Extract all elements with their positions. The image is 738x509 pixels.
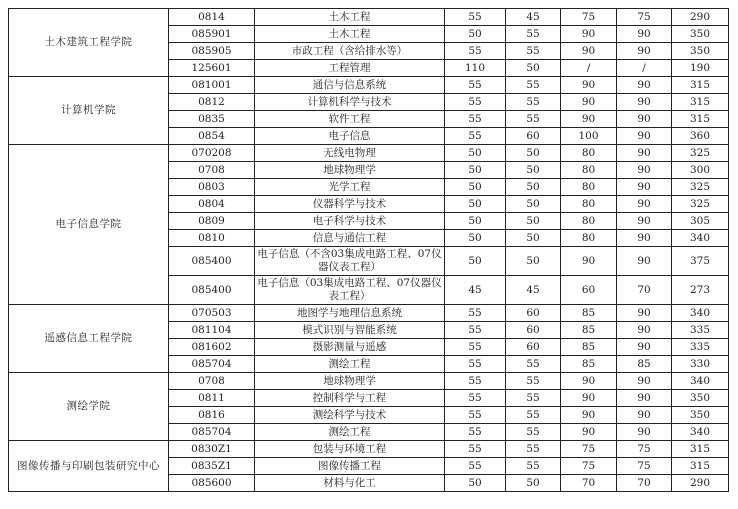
total-score-cell: 300 — [672, 162, 729, 179]
score-subject-one-cell: 80 — [561, 162, 617, 179]
score-subject-one-cell: 90 — [561, 111, 617, 128]
score-subject-one-cell: 85 — [561, 339, 617, 356]
total-score-cell: 325 — [672, 179, 729, 196]
score-foreign-language-cell: 50 — [506, 213, 561, 230]
score-politics-cell: 50 — [445, 230, 506, 247]
major-code-cell: 0803 — [169, 179, 255, 196]
major-name-cell: 计算机科学与技术 — [255, 94, 445, 111]
major-code-cell: 0835 — [169, 111, 255, 128]
score-politics-cell: 50 — [445, 196, 506, 213]
total-score-cell: 350 — [672, 407, 729, 424]
score-politics-cell: 55 — [445, 390, 506, 407]
college-name: 电子信息学院 — [9, 145, 169, 305]
table-row — [9, 373, 729, 390]
major-name-cell: 测绘工程 — [255, 356, 445, 373]
score-foreign-language-cell: 60 — [506, 128, 561, 145]
total-score-cell: 315 — [672, 77, 729, 94]
score-foreign-language-cell: 60 — [506, 305, 561, 322]
major-code-cell: 0835Z1 — [169, 458, 255, 475]
major-name-cell: 电子科学与技术 — [255, 213, 445, 230]
total-score-cell: 315 — [672, 441, 729, 458]
score-foreign-language-cell: 55 — [506, 424, 561, 441]
college-name: 计算机学院 — [9, 77, 169, 145]
score-foreign-language-cell: 55 — [506, 43, 561, 60]
score-politics-cell: 55 — [445, 77, 506, 94]
major-code-cell: 0810 — [169, 230, 255, 247]
score-table-body — [9, 9, 729, 492]
major-name-cell: 测绘科学与技术 — [255, 407, 445, 424]
major-name-cell: 测绘工程 — [255, 424, 445, 441]
major-code-cell: 0830Z1 — [169, 441, 255, 458]
score-subject-two-cell: 90 — [617, 305, 672, 322]
score-subject-two-cell: 90 — [617, 111, 672, 128]
score-foreign-language-cell: 55 — [506, 407, 561, 424]
score-politics-cell: 55 — [445, 322, 506, 339]
score-subject-one-cell: 75 — [561, 9, 617, 26]
total-score-cell: 325 — [672, 145, 729, 162]
table-row — [9, 441, 729, 458]
score-subject-two-cell: 90 — [617, 26, 672, 43]
score-subject-one-cell: 90 — [561, 43, 617, 60]
score-politics-cell: 55 — [445, 356, 506, 373]
major-code-cell: 0708 — [169, 373, 255, 390]
score-subject-two-cell: 90 — [617, 128, 672, 145]
major-name-cell: 光学工程 — [255, 179, 445, 196]
score-foreign-language-cell: 55 — [506, 458, 561, 475]
score-politics-cell: 55 — [445, 458, 506, 475]
score-politics-cell: 50 — [445, 247, 506, 276]
score-subject-two-cell: / — [617, 60, 672, 77]
score-subject-two-cell: 70 — [617, 276, 672, 305]
total-score-cell: 335 — [672, 339, 729, 356]
score-subject-one-cell: 80 — [561, 196, 617, 213]
score-foreign-language-cell: 50 — [506, 230, 561, 247]
score-foreign-language-cell: 50 — [506, 196, 561, 213]
major-name-cell: 通信与信息系统 — [255, 77, 445, 94]
score-subject-one-cell: 90 — [561, 424, 617, 441]
score-foreign-language-cell: 55 — [506, 373, 561, 390]
score-subject-one-cell: 75 — [561, 458, 617, 475]
score-politics-cell: 55 — [445, 424, 506, 441]
major-code-cell: 070503 — [169, 305, 255, 322]
score-subject-one-cell: 90 — [561, 373, 617, 390]
score-subject-one-cell: 80 — [561, 179, 617, 196]
total-score-cell: 290 — [672, 475, 729, 492]
major-code-cell: 0708 — [169, 162, 255, 179]
major-name-cell: 电子信息（03集成电路工程、07仪器仪表工程） — [255, 276, 445, 305]
score-politics-cell: 55 — [445, 94, 506, 111]
score-foreign-language-cell: 60 — [506, 339, 561, 356]
major-code-cell: 081001 — [169, 77, 255, 94]
score-politics-cell: 55 — [445, 339, 506, 356]
major-code-cell: 085600 — [169, 475, 255, 492]
major-code-cell: 0854 — [169, 128, 255, 145]
score-politics-cell: 55 — [445, 305, 506, 322]
score-subject-one-cell: 90 — [561, 94, 617, 111]
score-subject-two-cell: 90 — [617, 230, 672, 247]
college-name: 遥感信息工程学院 — [9, 305, 169, 373]
total-score-cell: 290 — [672, 9, 729, 26]
score-subject-one-cell: 90 — [561, 407, 617, 424]
score-subject-two-cell: 75 — [617, 458, 672, 475]
total-score-cell: 340 — [672, 230, 729, 247]
score-subject-two-cell: 90 — [617, 179, 672, 196]
score-subject-two-cell: 90 — [617, 196, 672, 213]
score-subject-one-cell: 85 — [561, 356, 617, 373]
major-name-cell: 包装与环境工程 — [255, 441, 445, 458]
total-score-cell: 350 — [672, 43, 729, 60]
major-name-cell: 摄影测量与遥感 — [255, 339, 445, 356]
score-politics-cell: 50 — [445, 475, 506, 492]
total-score-cell: 190 — [672, 60, 729, 77]
score-subject-two-cell: 90 — [617, 424, 672, 441]
college-name: 图像传播与印刷包装研究中心 — [9, 441, 169, 492]
total-score-cell: 350 — [672, 390, 729, 407]
major-code-cell: 0811 — [169, 390, 255, 407]
score-foreign-language-cell: 45 — [506, 9, 561, 26]
total-score-cell: 340 — [672, 373, 729, 390]
total-score-cell: 273 — [672, 276, 729, 305]
table-row — [9, 9, 729, 26]
major-name-cell: 地图学与地理信息系统 — [255, 305, 445, 322]
major-name-cell: 无线电物理 — [255, 145, 445, 162]
major-name-cell: 仪器科学与技术 — [255, 196, 445, 213]
major-name-cell: 电子信息 — [255, 128, 445, 145]
major-name-cell: 图像传播工程 — [255, 458, 445, 475]
score-subject-one-cell: 90 — [561, 390, 617, 407]
score-subject-one-cell: 85 — [561, 322, 617, 339]
score-subject-two-cell: 90 — [617, 390, 672, 407]
score-politics-cell: 45 — [445, 276, 506, 305]
score-foreign-language-cell: 50 — [506, 247, 561, 276]
major-code-cell: 070208 — [169, 145, 255, 162]
score-subject-two-cell: 90 — [617, 213, 672, 230]
major-name-cell: 材料与化工 — [255, 475, 445, 492]
major-code-cell: 085905 — [169, 43, 255, 60]
score-foreign-language-cell: 55 — [506, 390, 561, 407]
score-foreign-language-cell: 50 — [506, 162, 561, 179]
major-name-cell: 地球物理学 — [255, 373, 445, 390]
score-subject-two-cell: 75 — [617, 441, 672, 458]
major-code-cell: 0814 — [169, 9, 255, 26]
total-score-cell: 360 — [672, 128, 729, 145]
score-subject-one-cell: 90 — [561, 26, 617, 43]
major-code-cell: 125601 — [169, 60, 255, 77]
score-politics-cell: 50 — [445, 162, 506, 179]
score-politics-cell: 50 — [445, 145, 506, 162]
major-code-cell: 085400 — [169, 247, 255, 276]
total-score-cell: 315 — [672, 458, 729, 475]
college-name: 测绘学院 — [9, 373, 169, 441]
major-name-cell: 工程管理 — [255, 60, 445, 77]
total-score-cell: 375 — [672, 247, 729, 276]
score-subject-two-cell: 70 — [617, 475, 672, 492]
score-politics-cell: 50 — [445, 26, 506, 43]
major-code-cell: 081602 — [169, 339, 255, 356]
score-subject-one-cell: 85 — [561, 305, 617, 322]
total-score-cell: 350 — [672, 26, 729, 43]
score-table — [8, 8, 729, 492]
score-subject-two-cell: 90 — [617, 339, 672, 356]
total-score-cell: 335 — [672, 322, 729, 339]
major-name-cell: 土木工程 — [255, 26, 445, 43]
total-score-cell: 340 — [672, 305, 729, 322]
major-name-cell: 控制科学与工程 — [255, 390, 445, 407]
score-subject-two-cell: 90 — [617, 322, 672, 339]
score-subject-one-cell: 90 — [561, 77, 617, 94]
major-code-cell: 085901 — [169, 26, 255, 43]
table-row — [9, 305, 729, 322]
score-foreign-language-cell: 60 — [506, 322, 561, 339]
score-subject-two-cell: 75 — [617, 9, 672, 26]
score-foreign-language-cell: 55 — [506, 94, 561, 111]
score-politics-cell: 55 — [445, 43, 506, 60]
major-name-cell: 地球物理学 — [255, 162, 445, 179]
score-politics-cell: 55 — [445, 111, 506, 128]
score-foreign-language-cell: 50 — [506, 475, 561, 492]
major-code-cell: 0816 — [169, 407, 255, 424]
score-foreign-language-cell: 55 — [506, 111, 561, 128]
major-code-cell: 081104 — [169, 322, 255, 339]
score-politics-cell: 50 — [445, 179, 506, 196]
major-name-cell: 模式识别与智能系统 — [255, 322, 445, 339]
score-foreign-language-cell: 50 — [506, 145, 561, 162]
table-row — [9, 145, 729, 162]
total-score-cell: 305 — [672, 213, 729, 230]
score-subject-two-cell: 90 — [617, 247, 672, 276]
score-politics-cell: 50 — [445, 213, 506, 230]
score-politics-cell: 55 — [445, 128, 506, 145]
score-foreign-language-cell: 45 — [506, 276, 561, 305]
score-foreign-language-cell: 55 — [506, 441, 561, 458]
score-subject-two-cell: 90 — [617, 94, 672, 111]
score-foreign-language-cell: 50 — [506, 179, 561, 196]
table-row — [9, 77, 729, 94]
score-subject-one-cell: 90 — [561, 247, 617, 276]
major-code-cell: 085704 — [169, 424, 255, 441]
score-subject-two-cell: 90 — [617, 77, 672, 94]
score-subject-one-cell: 80 — [561, 230, 617, 247]
total-score-cell: 325 — [672, 196, 729, 213]
college-name: 土木建筑工程学院 — [9, 9, 169, 77]
score-subject-one-cell: 80 — [561, 213, 617, 230]
score-politics-cell: 55 — [445, 9, 506, 26]
total-score-cell: 340 — [672, 424, 729, 441]
score-subject-one-cell: / — [561, 60, 617, 77]
major-code-cell: 085704 — [169, 356, 255, 373]
score-subject-one-cell: 80 — [561, 145, 617, 162]
score-subject-two-cell: 90 — [617, 162, 672, 179]
score-foreign-language-cell: 55 — [506, 77, 561, 94]
major-name-cell: 土木工程 — [255, 9, 445, 26]
major-code-cell: 0812 — [169, 94, 255, 111]
score-subject-two-cell: 90 — [617, 407, 672, 424]
major-code-cell: 085400 — [169, 276, 255, 305]
major-name-cell: 电子信息（不含03集成电路工程、07仪器仪表工程） — [255, 247, 445, 276]
score-subject-one-cell: 60 — [561, 276, 617, 305]
score-subject-one-cell: 100 — [561, 128, 617, 145]
total-score-cell: 330 — [672, 356, 729, 373]
total-score-cell: 315 — [672, 111, 729, 128]
major-code-cell: 0809 — [169, 213, 255, 230]
major-name-cell: 软件工程 — [255, 111, 445, 128]
score-foreign-language-cell: 50 — [506, 60, 561, 77]
major-name-cell: 市政工程（含给排水等） — [255, 43, 445, 60]
major-name-cell: 信息与通信工程 — [255, 230, 445, 247]
score-politics-cell: 55 — [445, 373, 506, 390]
score-politics-cell: 110 — [445, 60, 506, 77]
major-code-cell: 0804 — [169, 196, 255, 213]
score-politics-cell: 55 — [445, 441, 506, 458]
score-subject-one-cell: 75 — [561, 441, 617, 458]
score-subject-one-cell: 70 — [561, 475, 617, 492]
score-foreign-language-cell: 55 — [506, 356, 561, 373]
total-score-cell: 315 — [672, 94, 729, 111]
score-politics-cell: 55 — [445, 407, 506, 424]
score-subject-two-cell: 85 — [617, 356, 672, 373]
score-subject-two-cell: 90 — [617, 43, 672, 60]
score-subject-two-cell: 90 — [617, 145, 672, 162]
score-subject-two-cell: 90 — [617, 373, 672, 390]
score-foreign-language-cell: 55 — [506, 26, 561, 43]
